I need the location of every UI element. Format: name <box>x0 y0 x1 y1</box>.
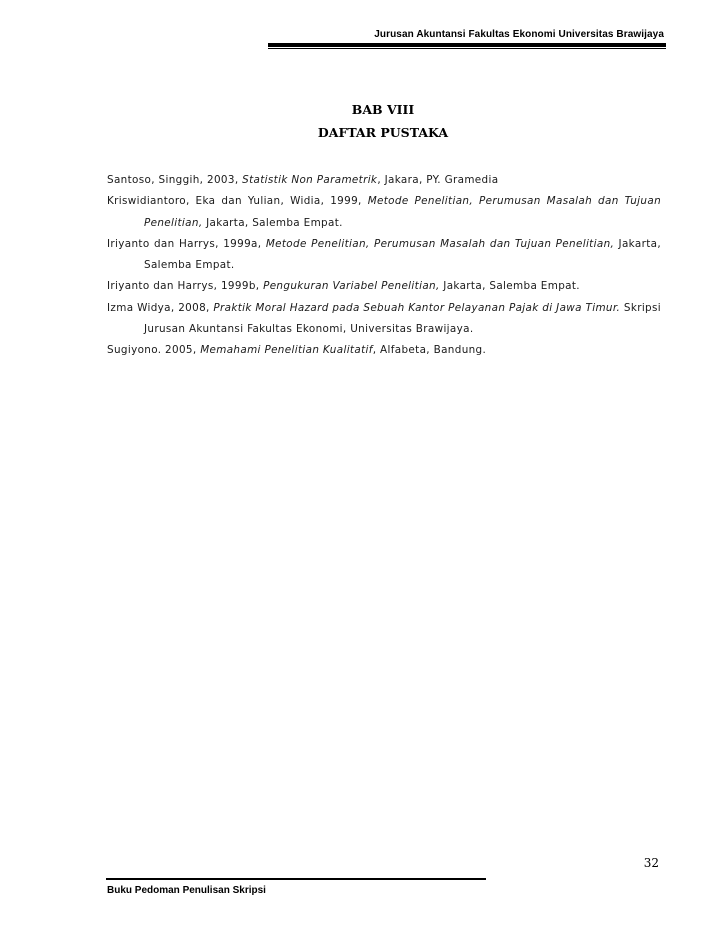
reference-publisher: Jakarta, Salemba Empat. <box>439 280 580 293</box>
reference-entry <box>107 170 661 191</box>
reference-title: Praktik Moral Hazard pada Sebuah Kantor Pelayanan Pajak di Jawa Timur. <box>213 301 621 314</box>
reference-title: Metode Penelitian, Perumusan Masalah dan Tujuan Penelitian, <box>265 237 615 250</box>
reference-publisher: Jakarta, Salemba Empat. <box>144 237 661 272</box>
reference-authors: Sugiyono. 2005, <box>107 344 201 357</box>
reference-title: Pengukuran Variabel Penelitian, <box>263 280 440 293</box>
running-footer: Buku Pedoman Penulisan Skripsi <box>107 885 266 896</box>
reference-authors: Kriswidiantoro, Eka dan Yulian, Widia, 1999, <box>107 195 368 208</box>
chapter-label: BAB VIII <box>351 102 415 117</box>
running-header: Jurusan Akuntansi Fakultas Ekonomi Universitas Brawijaya <box>374 29 664 40</box>
reference-authors: Iriyanto dan Harrys, 1999a, <box>107 237 266 250</box>
reference-title: Metode Penelitian, Perumusan Masalah dan Tujuan Penelitian, <box>144 195 661 229</box>
reference-publisher: Jakarta, Salemba Empat. <box>202 216 343 229</box>
reference-authors: Santoso, Singgih, 2003, <box>107 174 243 186</box>
reference-entry <box>107 298 661 341</box>
reference-entry <box>107 340 661 361</box>
header-rule-thin <box>268 48 666 49</box>
page-number: 32 <box>643 856 659 870</box>
reference-list <box>107 170 661 362</box>
reference-publisher: Skripsi Jurusan Akuntansi Fakultas Ekonomi, Universitas Brawijaya. <box>144 301 662 336</box>
reference-authors: Iriyanto dan Harrys, 1999b, <box>107 280 264 293</box>
header-rule <box>268 43 666 47</box>
reference-publisher: , Jakara, PY. Gramedia <box>377 174 499 186</box>
reference-publisher: , Alfabeta, Bandung. <box>372 344 487 357</box>
reference-title: Statistik Non Parametrik <box>242 174 378 186</box>
reference-entry <box>107 234 661 277</box>
chapter-title: DAFTAR PUSTAKA <box>317 125 449 140</box>
reference-entry <box>107 191 661 234</box>
reference-authors: Izma Widya, 2008, <box>107 301 214 314</box>
footer-rule <box>106 878 486 880</box>
reference-title: Memahami Penelitian Kualitatif <box>200 344 373 357</box>
reference-entry <box>107 276 661 297</box>
